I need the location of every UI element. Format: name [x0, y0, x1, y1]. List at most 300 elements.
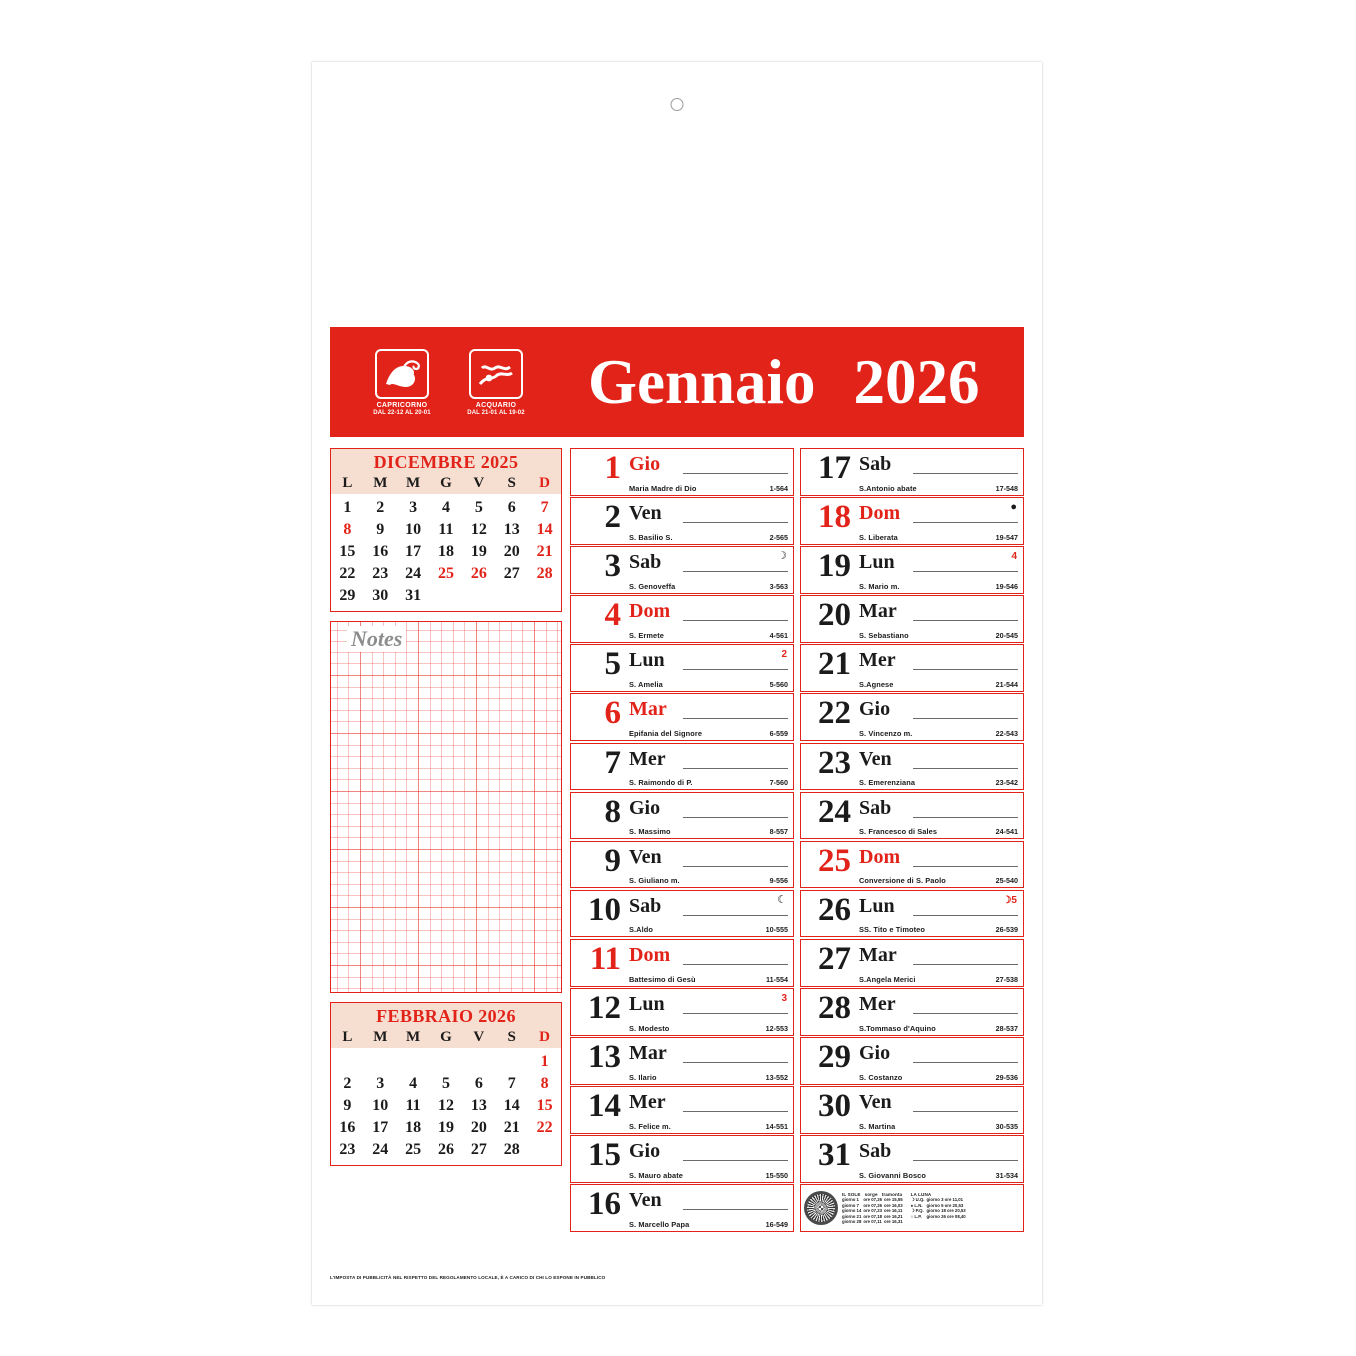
mini-cell-day[interactable]: 16 [372, 543, 389, 560]
day-write-line[interactable] [683, 1209, 788, 1210]
mini-cell-day[interactable]: 8 [343, 521, 352, 538]
mini-dow-0: L [342, 1029, 353, 1045]
day-saint: Epifania del Signore [629, 729, 703, 739]
day-daylight-figures: 27-538 [995, 974, 1018, 984]
day-number: 2 [604, 499, 621, 536]
mini-dow-1: M [373, 475, 388, 491]
day-saint: S. Felice m. [629, 1121, 671, 1131]
day-number: 17 [818, 450, 851, 486]
day-saint: S. Francesco di Sales [859, 827, 938, 837]
capricorn-icon [375, 349, 429, 399]
day-weekday: Sab [859, 453, 892, 475]
day-number: 9 [604, 842, 621, 879]
day-cell[interactable] [570, 1135, 794, 1183]
day-weekday: Gio [629, 1140, 661, 1163]
mini-calendar-previous-month [330, 448, 562, 612]
day-cell[interactable] [570, 1184, 794, 1232]
day-write-line[interactable] [683, 669, 788, 670]
mini-dow-4: V [473, 1029, 485, 1045]
mini-cell-day[interactable]: 24 [372, 1141, 389, 1158]
day-weekday: Gio [629, 453, 661, 475]
day-number: 19 [818, 548, 851, 585]
day-cell[interactable] [570, 841, 794, 889]
day-daylight-figures: 3-563 [769, 581, 788, 591]
moon-phase-icon: ● [1010, 501, 1017, 514]
day-write-line[interactable] [913, 817, 1018, 818]
days-grid [570, 448, 1024, 1234]
day-daylight-figures: 30-535 [995, 1121, 1018, 1131]
mini-cell-day[interactable]: 26 [470, 565, 487, 582]
day-daylight-figures: 10-555 [765, 925, 788, 935]
mini-cell-day[interactable]: 10 [372, 1097, 389, 1114]
day-weekday: Sab [859, 1140, 892, 1163]
mini-cell-day[interactable]: 28 [503, 1141, 520, 1158]
mini-cell-day[interactable]: 24 [405, 565, 422, 582]
day-number: 28 [818, 990, 851, 1027]
day-write-line[interactable] [683, 571, 788, 572]
mini-calendar-title: DICEMBRE 2025 [331, 449, 561, 475]
mini-cell-day[interactable]: 17 [372, 1119, 389, 1136]
mini-cell-day[interactable]: 13 [470, 1097, 487, 1114]
mini-cell-day[interactable]: 15 [339, 543, 356, 560]
day-weekday: Mer [629, 747, 666, 770]
mini-cell-day[interactable]: 20 [503, 543, 520, 560]
day-cell[interactable] [570, 792, 794, 840]
day-write-line[interactable] [913, 866, 1018, 867]
day-weekday: Mar [859, 943, 897, 966]
day-cell[interactable] [570, 743, 794, 791]
day-number: 3 [604, 548, 621, 585]
mini-cell-day[interactable]: 31 [405, 587, 422, 604]
day-cell[interactable] [800, 448, 1024, 496]
day-weekday: Dom [859, 502, 901, 525]
day-cell[interactable] [570, 988, 794, 1036]
day-cell[interactable] [800, 743, 1024, 791]
mini-cell-day[interactable]: 3 [376, 1075, 385, 1092]
mini-cell-day[interactable]: 16 [339, 1119, 356, 1136]
page-title [588, 346, 980, 419]
moon-table-row: ● L.N. giorno 5 ore 20,53 [910, 1202, 964, 1208]
day-saint: S. Raimondo di P. [629, 778, 693, 788]
day-cell[interactable] [800, 546, 1024, 594]
day-write-line[interactable] [913, 522, 1018, 523]
mini-cell-day[interactable]: 27 [470, 1141, 487, 1158]
day-saint: S. Vincenzo m. [859, 729, 913, 739]
day-number: 6 [604, 695, 621, 732]
day-write-line[interactable] [913, 1013, 1018, 1014]
zodiac-name: ACQUARIO [475, 401, 517, 409]
day-daylight-figures: 20-545 [995, 630, 1018, 640]
day-number: 11 [589, 940, 621, 977]
mini-cell-day[interactable]: 7 [507, 1075, 516, 1092]
day-weekday: Ven [629, 1189, 662, 1212]
sun-table-row: giorno 21 ore 07,18 ore 16,21 [842, 1213, 903, 1219]
mini-dow-4: V [473, 475, 485, 491]
day-daylight-figures: 25-540 [995, 876, 1018, 886]
moon-table-row: ☽ U.Q. giorno 3 ore 11,01 [910, 1197, 964, 1203]
mini-cell-day[interactable]: 19 [437, 1119, 454, 1136]
moon-table-row: ○ L.P. giorno 26 ore 08,40 [910, 1213, 966, 1219]
days-column-first-half [570, 448, 794, 1234]
mini-cell-day[interactable]: 29 [339, 587, 356, 604]
day-cell[interactable] [570, 1037, 794, 1085]
day-cell[interactable] [800, 1037, 1024, 1085]
day-saint: S. Giuliano m. [629, 876, 680, 886]
day-daylight-figures: 19-546 [995, 581, 1018, 591]
day-weekday: Gio [859, 1042, 891, 1065]
mini-cell-day[interactable]: 23 [339, 1141, 356, 1158]
sun-table-row: giorno 1 ore 07,26 ore 15,55 [842, 1197, 903, 1203]
mini-dow-6: D [539, 1029, 550, 1045]
day-write-line[interactable] [913, 473, 1018, 474]
mini-cell-day[interactable]: 5 [441, 1075, 450, 1092]
day-daylight-figures: 28-537 [995, 1023, 1018, 1033]
day-saint: SS. Tito e Timoteo [859, 925, 925, 935]
month-header-band [330, 327, 1024, 437]
calendar-sheet [312, 62, 1042, 1305]
day-weekday: Gio [629, 796, 661, 819]
day-number: 16 [588, 1186, 621, 1223]
day-cell[interactable] [570, 595, 794, 643]
mini-cell-day[interactable]: 11 [405, 1097, 421, 1114]
day-saint: S. Marcello Papa [629, 1220, 690, 1229]
day-weekday: Dom [859, 845, 901, 868]
mini-calendar-dow-row [331, 1029, 561, 1048]
day-cell[interactable] [570, 546, 794, 594]
day-daylight-figures: 31-534 [995, 1170, 1018, 1180]
aquarius-icon [469, 349, 523, 399]
day-number: 7 [604, 744, 621, 781]
mini-cell-day[interactable]: 6 [507, 499, 516, 516]
sun-table-row: giorno 28 ore 07,11 ore 16,31 [842, 1219, 903, 1225]
mini-cell-day[interactable]: 26 [437, 1141, 454, 1158]
moon-phase-icon: 3 [781, 993, 787, 1005]
mini-cell-day[interactable]: 2 [343, 1075, 352, 1092]
day-write-line[interactable] [913, 571, 1018, 572]
mini-cell-day[interactable]: 3 [409, 499, 418, 516]
day-weekday: Ven [629, 845, 662, 868]
mini-cell-day[interactable]: 23 [372, 565, 389, 582]
day-saint: S.Aldo [629, 925, 654, 935]
day-number: 18 [818, 499, 851, 536]
mini-dow-2: M [406, 475, 421, 491]
sun-table [842, 1192, 905, 1224]
mini-cell-day[interactable]: 12 [470, 521, 487, 538]
zodiac-range: DAL 22-12 AL 20-01 [373, 409, 431, 416]
day-weekday: Lun [629, 649, 665, 672]
day-write-line[interactable] [683, 817, 788, 818]
legal-footnote: L'IMPOSTA DI PUBBLICITÀ NEL RISPETTO DEL REGOLAMENTO LOCALE, È A CARICO DI CHI LO ESPONE IN PUBBLICO [330, 1275, 606, 1280]
day-saint: S. Ilario [629, 1072, 657, 1082]
moon-phase-icon: 2 [781, 649, 787, 661]
mini-cell-day[interactable]: 10 [405, 521, 422, 538]
zodiac-aquarius [460, 349, 532, 416]
mini-dow-6: D [539, 475, 550, 491]
moon-table [911, 1192, 968, 1224]
day-number: 26 [818, 891, 851, 928]
zodiac-group [366, 349, 532, 416]
day-cell[interactable] [800, 693, 1024, 741]
mini-dow-1: M [373, 1029, 388, 1045]
day-weekday: Mar [859, 600, 897, 623]
day-daylight-figures: 26-539 [995, 925, 1018, 935]
day-saint: S. Basilio S. [629, 532, 673, 542]
sun-rosette-icon [804, 1191, 838, 1225]
mini-cell-day[interactable]: 11 [438, 521, 454, 538]
day-cell[interactable] [570, 448, 794, 496]
moon-table-row: ☽ P.Q. giorno 18 ore 20,53 [910, 1208, 966, 1214]
day-daylight-figures: 16-549 [765, 1220, 788, 1229]
day-weekday: Lun [859, 551, 895, 574]
mini-cell-day[interactable]: 21 [503, 1119, 520, 1136]
day-number: 5 [604, 646, 621, 683]
mini-cell-day[interactable]: 2 [376, 499, 385, 516]
day-write-line[interactable] [683, 915, 788, 916]
astronomical-info-panel [800, 1184, 1024, 1232]
day-number: 4 [604, 597, 621, 634]
mini-cell-day[interactable]: 27 [503, 565, 520, 582]
day-saint: S.Angela Merici [859, 974, 916, 984]
day-write-line[interactable] [913, 964, 1018, 965]
mini-cell-day[interactable]: 4 [409, 1075, 418, 1092]
day-cell[interactable] [570, 497, 794, 545]
moon-phase-icon: 4 [1011, 551, 1017, 563]
mini-cell-day[interactable]: 9 [376, 521, 385, 538]
day-saint: S. Martina [859, 1121, 896, 1131]
zodiac-range: DAL 21-01 AL 19-02 [467, 409, 525, 416]
day-number: 12 [588, 990, 621, 1027]
day-cell[interactable] [800, 792, 1024, 840]
mini-cell-day[interactable]: 22 [536, 1119, 553, 1136]
day-weekday: Sab [629, 551, 662, 574]
day-weekday: Sab [629, 894, 662, 917]
mini-cell-day[interactable]: 7 [540, 499, 549, 516]
moon-table-header: LA LUNA [910, 1191, 932, 1197]
day-number: 13 [588, 1039, 621, 1076]
mini-cell-day[interactable]: 28 [536, 565, 553, 582]
day-write-line[interactable] [913, 1111, 1018, 1112]
day-cell[interactable] [570, 693, 794, 741]
mini-cell-day[interactable]: 17 [405, 543, 422, 560]
punch-hole-icon [671, 98, 684, 111]
day-number: 25 [818, 842, 851, 879]
day-daylight-figures: 13-552 [765, 1072, 788, 1082]
year-label: 2026 [853, 346, 980, 417]
day-cell[interactable] [570, 644, 794, 692]
day-daylight-figures: 29-536 [995, 1072, 1018, 1082]
day-write-line[interactable] [683, 620, 788, 621]
day-saint: S. Ermete [629, 630, 664, 640]
day-daylight-figures: 9-556 [769, 876, 788, 886]
day-write-line[interactable] [683, 522, 788, 523]
day-number: 8 [604, 793, 621, 830]
day-write-line[interactable] [683, 473, 788, 474]
mini-cell-day[interactable]: 14 [503, 1097, 520, 1114]
day-cell[interactable] [800, 988, 1024, 1036]
day-weekday: Mar [629, 698, 667, 721]
day-number: 24 [818, 793, 851, 830]
mini-cell-day[interactable]: 25 [405, 1141, 422, 1158]
day-cell[interactable] [570, 1086, 794, 1134]
day-saint: S. Sebastiano [859, 630, 909, 640]
day-write-line[interactable] [683, 1013, 788, 1014]
day-number: 20 [818, 597, 851, 634]
day-number: 14 [588, 1088, 621, 1125]
mini-cell-day[interactable]: 25 [437, 565, 454, 582]
day-saint: S. Genoveffa [629, 581, 676, 591]
day-saint: S.Antonio abate [859, 483, 917, 493]
day-saint: S. Modesto [629, 1023, 670, 1033]
day-cell[interactable] [570, 890, 794, 938]
mini-cell-day[interactable]: 5 [474, 499, 483, 516]
mini-calendar-grid [331, 494, 561, 605]
days-column-second-half [800, 448, 1024, 1234]
day-write-line[interactable] [683, 718, 788, 719]
mini-cell-day[interactable]: 9 [343, 1097, 352, 1114]
mini-calendar-dow-row [331, 475, 561, 494]
day-weekday: Lun [859, 894, 895, 917]
day-weekday: Mer [859, 649, 896, 672]
mini-dow-3: G [440, 1029, 452, 1045]
month-name: Gennaio [588, 346, 816, 417]
day-saint: S. Emerenziana [859, 778, 916, 788]
day-write-line[interactable] [913, 915, 1018, 916]
day-write-line[interactable] [913, 1160, 1018, 1161]
mini-cell-day[interactable]: 21 [536, 543, 553, 560]
moon-phase-icon: ☽ [777, 550, 787, 563]
day-cell[interactable] [800, 841, 1024, 889]
day-weekday: Ven [859, 1091, 892, 1114]
day-daylight-figures: 21-544 [995, 679, 1018, 689]
day-cell[interactable] [800, 1135, 1024, 1183]
day-weekday: Dom [629, 600, 671, 623]
mini-cell-day[interactable]: 1 [343, 499, 352, 516]
day-cell[interactable] [800, 595, 1024, 643]
day-write-line[interactable] [683, 1111, 788, 1112]
day-saint: S.Tommaso d'Aquino [859, 1023, 936, 1033]
day-number: 31 [818, 1137, 851, 1174]
day-saint: S. Massimo [629, 827, 671, 837]
day-cell[interactable] [800, 890, 1024, 938]
day-saint: S. Costanzo [859, 1072, 903, 1082]
day-number: 23 [818, 744, 851, 781]
left-column [330, 448, 562, 1166]
day-write-line[interactable] [683, 866, 788, 867]
day-weekday: Gio [859, 698, 891, 721]
sun-table-row: giorno 14 ore 07,23 ore 16,11 [842, 1208, 903, 1214]
day-weekday: Mer [629, 1091, 666, 1114]
day-number: 1 [604, 450, 621, 486]
day-daylight-figures: 14-551 [765, 1121, 788, 1131]
mini-cell-day[interactable]: 18 [437, 543, 454, 560]
day-cell[interactable] [800, 1086, 1024, 1134]
mini-cell-day[interactable]: 22 [339, 565, 356, 582]
info-tables [842, 1192, 968, 1224]
zodiac-name: CAPRICORNO [376, 401, 428, 409]
day-cell[interactable] [570, 939, 794, 987]
mini-cell-day[interactable]: 20 [470, 1119, 487, 1136]
day-saint: S.Agnese [859, 679, 894, 689]
day-write-line[interactable] [913, 718, 1018, 719]
day-daylight-figures: 17-548 [995, 483, 1018, 493]
day-daylight-figures: 15-550 [765, 1170, 788, 1180]
day-number: 27 [818, 940, 851, 977]
day-write-line[interactable] [683, 964, 788, 965]
day-saint: Maria Madre di Dio [629, 483, 697, 493]
sun-table-header: IL SOLE sorge tramonta [842, 1191, 903, 1197]
day-number: 15 [588, 1137, 621, 1174]
day-daylight-figures: 24-541 [995, 827, 1018, 837]
mini-cell-day[interactable]: 18 [405, 1119, 422, 1136]
day-saint: Conversione di S. Paolo [859, 876, 946, 886]
day-weekday: Mar [629, 1042, 667, 1065]
sun-table-row: giorno 7 ore 07,26 ore 16,03 [842, 1202, 903, 1208]
day-weekday: Lun [629, 993, 665, 1016]
mini-cell-day[interactable]: 12 [437, 1097, 454, 1114]
day-cell[interactable] [800, 939, 1024, 987]
moon-phase-icon: ☽5 [1002, 894, 1017, 906]
mini-dow-5: S [507, 475, 516, 491]
day-daylight-figures: 11-554 [766, 974, 788, 984]
zodiac-capricorn [366, 349, 438, 416]
day-write-line[interactable] [683, 768, 788, 769]
day-weekday: Ven [859, 747, 892, 770]
mini-cell-day[interactable]: 8 [540, 1075, 549, 1092]
day-write-line[interactable] [913, 768, 1018, 769]
day-weekday: Dom [629, 943, 671, 966]
day-write-line[interactable] [913, 669, 1018, 670]
notes-label: Notes [347, 626, 406, 652]
day-write-line[interactable] [683, 1160, 788, 1161]
day-daylight-figures: 2-565 [769, 532, 788, 542]
mini-calendar-grid [331, 1048, 561, 1159]
day-weekday: Sab [859, 796, 892, 819]
mini-cell-day[interactable]: 14 [536, 521, 553, 538]
day-saint: S. Liberata [859, 532, 898, 542]
mini-cell-day[interactable]: 4 [441, 499, 450, 516]
day-cell[interactable] [800, 644, 1024, 692]
mini-dow-5: S [507, 1029, 516, 1045]
mini-calendar-title: FEBBRAIO 2026 [331, 1003, 561, 1029]
day-write-line[interactable] [913, 1062, 1018, 1063]
day-daylight-figures: 23-542 [995, 778, 1018, 788]
day-write-line[interactable] [683, 1062, 788, 1063]
day-number: 29 [818, 1039, 851, 1076]
day-number: 10 [588, 891, 621, 928]
day-saint: S. Amelia [629, 679, 663, 689]
day-daylight-figures: 19-547 [995, 532, 1018, 542]
mini-calendar-next-month [330, 1002, 562, 1166]
mini-dow-0: L [342, 475, 353, 491]
day-daylight-figures: 7-560 [769, 778, 788, 788]
notes-area[interactable] [330, 621, 562, 993]
mini-cell-day[interactable]: 13 [503, 521, 520, 538]
mini-cell-day[interactable]: 30 [372, 587, 389, 604]
day-cell[interactable] [800, 497, 1024, 545]
mini-cell-day[interactable]: 1 [540, 1053, 549, 1070]
mini-cell-day[interactable]: 15 [536, 1097, 553, 1114]
day-number: 30 [818, 1088, 851, 1125]
mini-cell-day[interactable]: 6 [474, 1075, 483, 1092]
day-daylight-figures: 12-553 [765, 1023, 788, 1033]
day-number: 22 [818, 695, 851, 732]
day-number: 21 [818, 646, 851, 683]
day-daylight-figures: 4-561 [769, 630, 788, 640]
day-daylight-figures: 5-560 [769, 679, 788, 689]
day-write-line[interactable] [913, 620, 1018, 621]
mini-cell-day[interactable]: 19 [470, 543, 487, 560]
day-daylight-figures: 1-564 [769, 483, 788, 493]
